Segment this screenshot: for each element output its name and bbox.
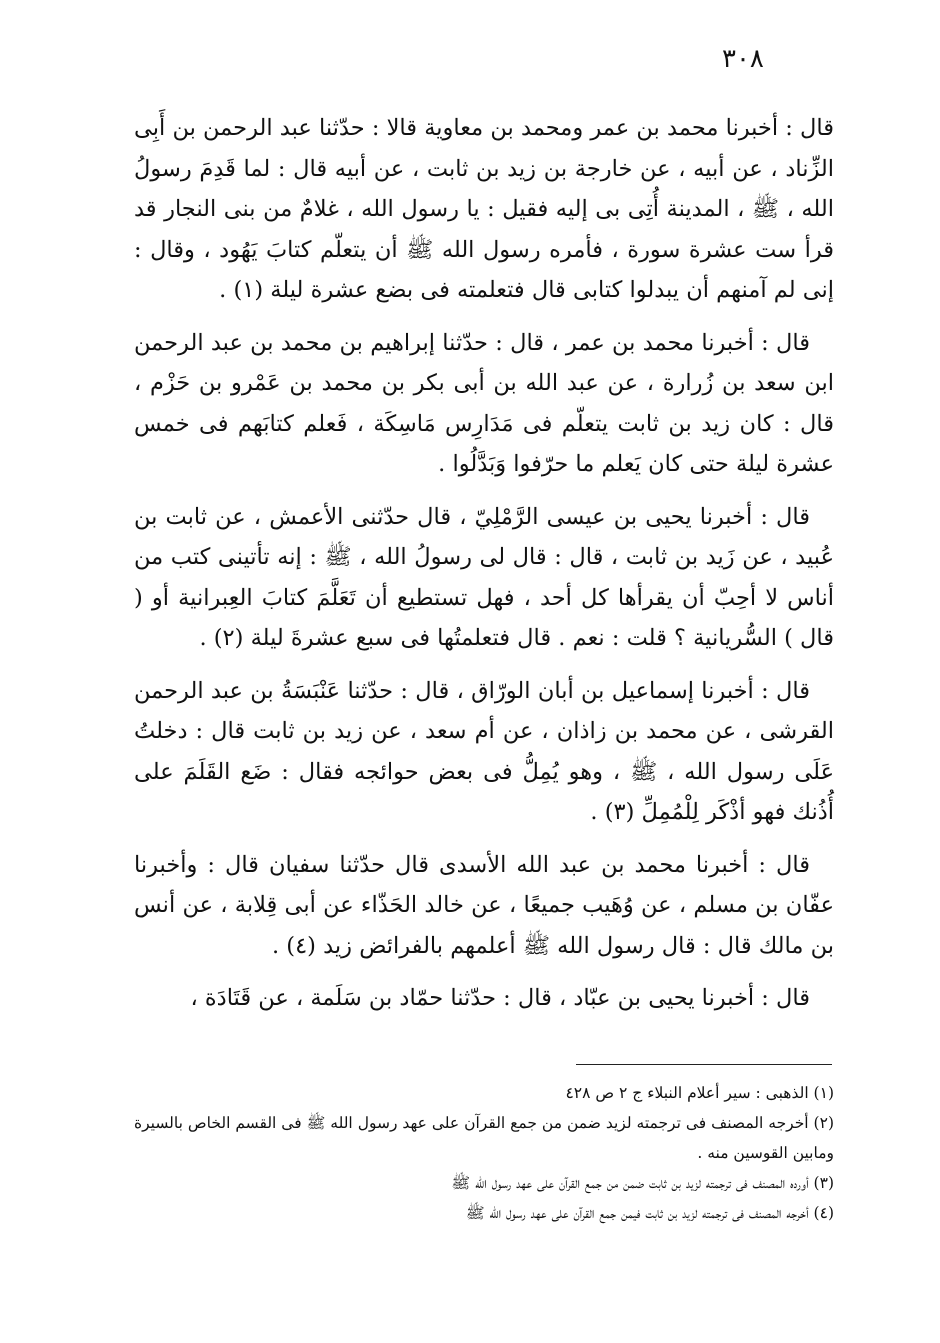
paragraph: قال : أخبرنا يحيى بن عبّاد ، قال : حدّثنا حمّاد بن سَلَمة ، عن قَتَادَة ، [190,985,810,1011]
paragraph: قال : أخبرنا محمد بن عمر ومحمد بن معاوية قالا : حدّثنا عبد الرحمن بن أَبِى الزِّناد ، عن أبيه ، عن خارجة بن زيد بن ثابت ، عن أبيه قال : لما قَدِمَ رسولُ الله ، ﷺ ، المدينة أُتِى بى إليه فقيل : يا رسول الله ، غلامٌ من بنى النجار قد قرأ ست عشرة سورة ، فأمره رسول الله ﷺ أن يتعلّم كتابَ يَهُود ، وقال : إنى لم آمنهم أن يبدلوا كتابى قال فتعلمته فى بضع عشرة ليلة (١) . [134,115,834,303]
paragraph: قال : أخبرنا محمد بن عمر ، قال : حدّثنا إبراهيم بن محمد بن عبد الرحمن ابن سعد بن زُرارة ، عن عبد الله بن أبى بكر بن محمد بن عَمْرو بن حَزْم ، قال : كان زيد بن ثابت يتعلّم فى مَدَارِس مَاسِكَة ، فَعلم كتابَهم فى خمس عشرة ليلة حتى كان يَعلم ما حرّفوا وَبَدَّلُوا . [134,329,834,477]
main-text [134,108,834,1031]
footnote: (١) الذهبى : سير أعلام النبلاء ج ٢ ص ٤٢٨ [565,1084,834,1102]
footnote-divider [576,1064,832,1065]
footnote: (٣) أورده المصنف فى ترجمته لزيد بن ثابت ضمن من جمع القرآن على عهد رسول الله ﷺ [451,1174,834,1192]
paragraph: قال : أخبرنا يحيى بن عيسى الرَّمْلِيّ ، قال حدّثنى الأعمش ، عن ثابت بن عُبيد ، عن زَيد بن ثابت ، قال : قال لى رسولُ الله ، ﷺ : إنه تأتينى كتب من أناس لا أحِبّ أن يقرأها كل أحد ، فهل تستطيع أن تَعَلَّمَ كتابَ العِبرانية أو ( قال ) السُّريانية ؟ قلت : نعم . قال فتعلمتُها فى سبع عشرةَ ليلة (٢) . [134,503,834,651]
footnote: (٢) أخرجه المصنف فى ترجمته لزيد ضمن من جمع القرآن على عهد رسول الله ﷺ فى القسم الخاص بالسيرة ومابين القوسين منه . [134,1114,834,1162]
paragraph: قال : أخبرنا إسماعيل بن أبان الورّاق ، قال : حدّثنا عَنْبَسَةُ بن عبد الرحمن القرشى ، عن محمد بن زاذان ، عن أم سعد ، عن زيد بن ثابت قال : دخلتُ عَلَى رسول الله ، ﷺ ، وهو يُمِلُّ فى بعض حوائجه فقال : ضَع القَلَمَ على أُذُنك فهو أذْكَر لِلْمُمِلِّ (٣) . [134,677,834,825]
paragraph: قال : أخبرنا محمد بن عبد الله الأسدى قال حدّثنا سفيان قال : وأخبرنا عفّان بن مسلم ، عن وُهَيب جميعًا ، عن خالد الحَذّاء عن أبى قِلابة ، عن أنس بن مالك قال : قال رسول الله ﷺ أعلمهم بالفرائض زيد (٤) . [134,851,834,959]
footnote: (٤) أخرجه المصنف فى ترجمته لزيد بن ثابت فيمن جمع القرآن على عهد رسول الله ﷺ [465,1204,834,1222]
page-number: ٣٠٨ [722,44,764,74]
footnotes [134,1078,834,1228]
